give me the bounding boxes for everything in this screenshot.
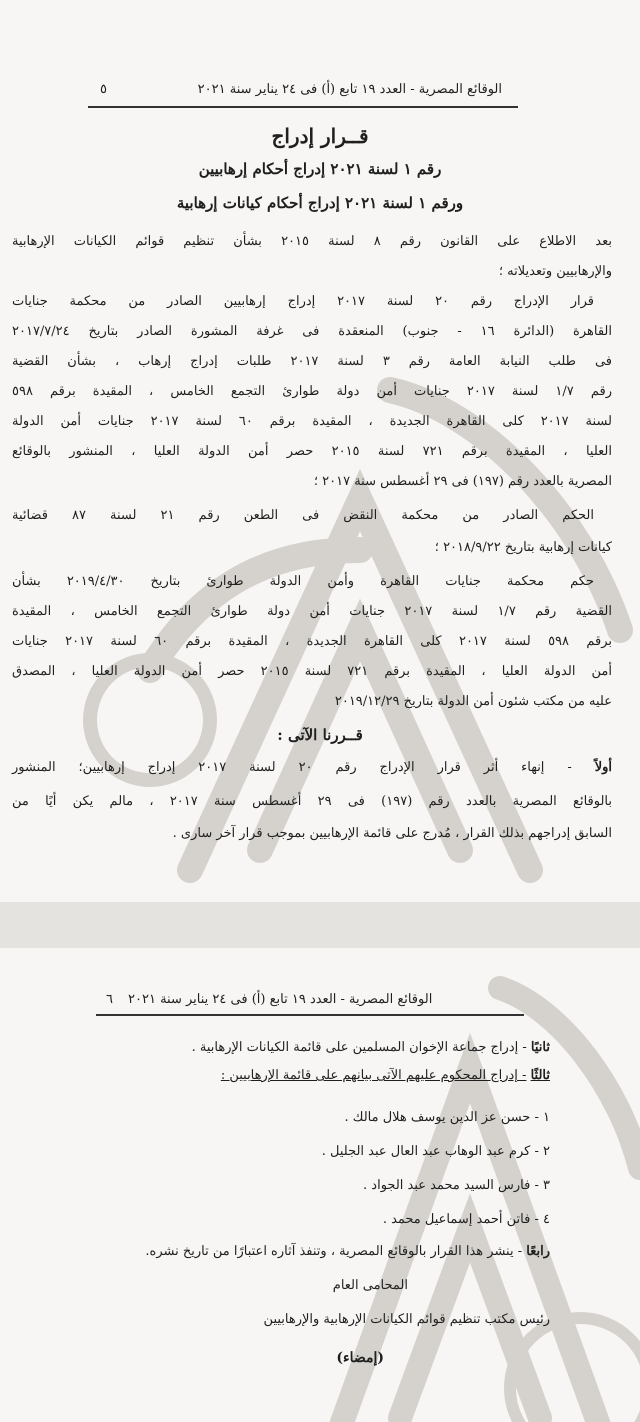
- document-page-2: [0, 948, 640, 1422]
- body-line: كيانات إرهابية بتاريخ ٢٠١٨/٩/٢٢ ؛: [434, 540, 612, 555]
- clause-label: ثانيًا: [530, 1040, 550, 1055]
- body-line: الحكم الصادر من محكمة النقض فى الطعن رقم ٢١ لسنة ٨٧ قضائية: [12, 508, 595, 523]
- body-line: فى طلب النيابة العامة رقم ٣ لسنة ٢٠١٧ طلبات إدراج إرهاب ، بشأن القضية: [12, 354, 612, 369]
- body-line: والإرهابيين وتعديلاته ؛: [498, 264, 612, 279]
- list-item: ٤ - فاتن أحمد إسماعيل محمد .: [382, 1212, 550, 1227]
- clause-label: ثالثًا: [530, 1068, 550, 1083]
- body-line: حكم محكمة جنايات القاهرة وأمن الدولة طوارئ بتاريخ ٢٠١٩/٤/٣٠ بشأن: [12, 574, 594, 589]
- clause-label: رابعًا: [526, 1244, 550, 1259]
- clause-second: [192, 1040, 550, 1055]
- clause-label: أولاً: [594, 760, 612, 775]
- body-line: القاهرة (الدائرة ١٦ - جنوب) المنعقدة فى غرفة المشورة الصادر بتاريخ ٢٠١٧/٧/٢٤: [12, 324, 613, 339]
- clause-fourth: [145, 1244, 550, 1259]
- signer-office: رئيس مكتب تنظيم قوائم الكيانات الإرهابية والإرهابيين: [263, 1312, 550, 1327]
- body-line: أمن الدولة العليا ، المقيدة برقم ٧٢١ لسنة ٢٠١٥ حصر أمن الدولة العليا ، المصدق: [12, 664, 613, 679]
- body-line: العليا ، المقيدة برقم ٧٢١ لسنة ٢٠١٥ حصر أمن الدولة العليا ، المنشور بالوقائع: [12, 444, 612, 459]
- clause-text: - إنهاء أثر قرار الإدراج رقم ٢٠ لسنة ٢٠١٧ إدراج إرهابيين؛ المنشور: [12, 760, 572, 775]
- clause-first: [12, 760, 612, 775]
- clause-text: - إدراج المحكوم عليهم الآتى بيانهم على قائمة الإرهابيين :: [220, 1068, 527, 1083]
- page-header: الوقائع المصرية - العدد ١٩ تابع (أ) فى ٢٤ يناير سنة ٢٠٢١: [128, 992, 433, 1007]
- body-line: لسنة ٢٠١٧ كلى القاهرة الجديدة ، المقيدة برقم ٦٠ لسنة ٢٠١٧ جنايات أمن الدولة: [12, 414, 613, 429]
- document-subtitle-1: رقم ١ لسنة ٢٠٢١ إدراج أحكام إرهابيين: [198, 160, 442, 178]
- body-line: القضية رقم ١/٧ لسنة ٢٠١٧ جنايات أمن دولة طوارئ التجمع الخامس ، المقيدة: [12, 604, 612, 619]
- body-line: المصرية بالعدد رقم (١٩٧) فى ٢٩ أغسطس سنة ٢٠١٧ ؛: [313, 474, 612, 489]
- signer-title: المحامى العام: [332, 1278, 408, 1293]
- signature: (إمضاء): [336, 1350, 384, 1366]
- decision-heading: قــررنا الآتى :: [277, 726, 363, 744]
- clause-third: [221, 1068, 550, 1083]
- page-number: ٥: [100, 82, 107, 97]
- body-line: بعد الاطلاع على القانون رقم ٨ لسنة ٢٠١٥ بشأن تنظيم قوائم الكيانات الإرهابية: [12, 234, 612, 249]
- document-title: قــرار إدراج: [271, 124, 369, 148]
- body-line: برقم ٥٩٨ لسنة ٢٠١٧ كلى القاهرة الجديدة ، المقيدة برقم ٦٠ لسنة ٢٠١٧ جنايات: [12, 634, 613, 649]
- header-rule: [88, 106, 518, 108]
- clause-line: بالوقائع المصرية بالعدد رقم (١٩٧) فى ٢٩ أغسطس سنة ٢٠١٧ ، مالم يكن أيًا من: [12, 794, 613, 809]
- body-line: قرار الإدراج رقم ٢٠ لسنة ٢٠١٧ إدراج إرهابيين الصادر من محكمة جنايات: [12, 294, 594, 309]
- list-item: ٢ - كرم عبد الوهاب عبد العال عبد الجليل .: [321, 1144, 550, 1159]
- page-number: ٦: [106, 992, 113, 1007]
- clause-text: - إدراج جماعة الإخوان المسلمين على قائمة الكيانات الإرهابية .: [191, 1040, 527, 1055]
- body-line: رقم ١/٧ لسنة ٢٠١٧ جنايات أمن دولة طوارئ التجمع الخامس ، المقيدة برقم ٥٩٨: [12, 384, 612, 399]
- list-item: ٣ - فارس السيد محمد عبد الجواد .: [363, 1178, 550, 1193]
- page-header: الوقائع المصرية - العدد ١٩ تابع (أ) فى ٢٤ يناير سنة ٢٠٢١: [197, 82, 502, 97]
- header-rule: [96, 1014, 524, 1016]
- clause-text: - ينشر هذا القرار بالوقائع المصرية ، وتنفذ آثاره اعتبارًا من تاريخ نشره.: [145, 1244, 523, 1259]
- document-subtitle-2: ورقم ١ لسنة ٢٠٢١ إدراج أحكام كيانات إرهابية: [176, 194, 464, 212]
- page-separator: [0, 902, 640, 948]
- list-item: ١ - حسن عز الدين يوسف هلال مالك .: [344, 1110, 550, 1125]
- clause-line: السابق إدراجهم بذلك القرار ، مُدرج على قائمة الإرهابيين بموجب قرار آخر سارى .: [172, 826, 612, 841]
- body-line: عليه من مكتب شئون أمن الدولة بتاريخ ٢٠١٩/١٢/٢٩: [334, 694, 612, 709]
